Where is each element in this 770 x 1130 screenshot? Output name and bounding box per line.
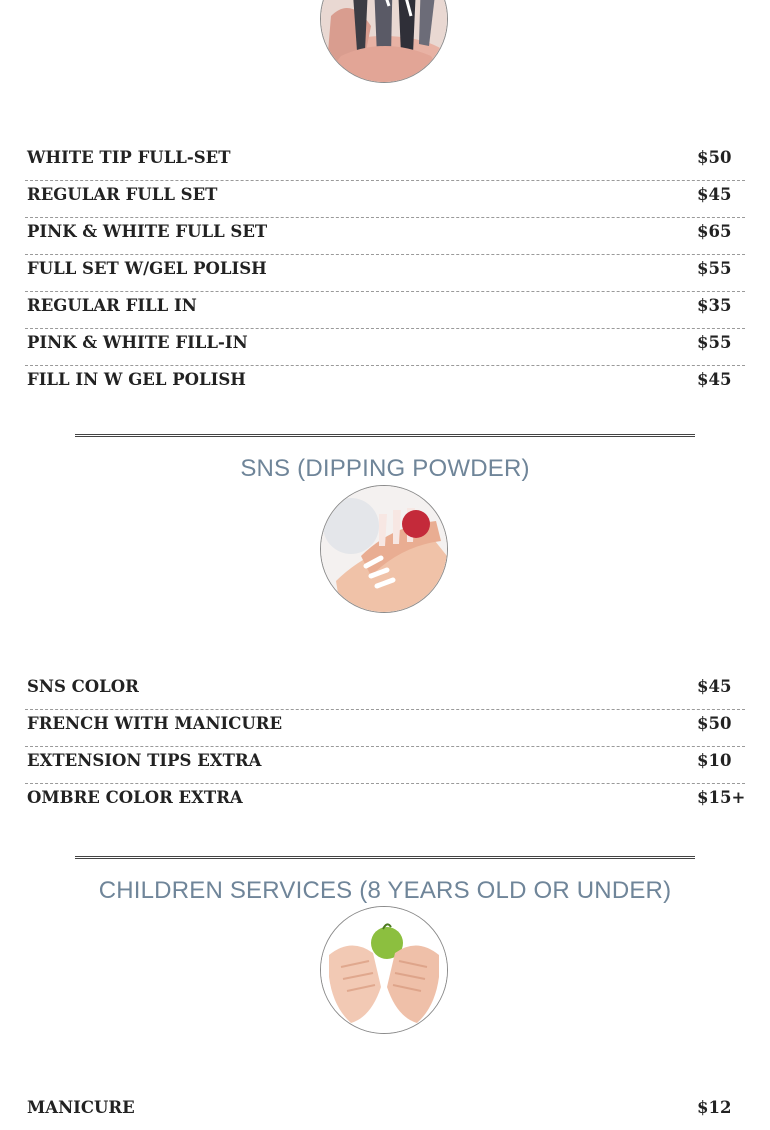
service-name: WHITE TIP FULL-SET (27, 148, 231, 167)
service-price: $50 (697, 148, 732, 167)
list-item (25, 710, 745, 747)
list-item (25, 218, 745, 255)
service-price: $55 (697, 259, 732, 278)
section-title: SNS (DIPPING POWDER) (240, 455, 530, 482)
service-price: $35 (697, 296, 732, 315)
service-name: SNS COLOR (27, 677, 139, 696)
service-name: EXTENSION TIPS EXTRA (27, 751, 262, 770)
list-item (25, 366, 745, 402)
list-item (25, 144, 745, 181)
list-item (25, 673, 745, 710)
service-name: REGULAR FULL SET (27, 185, 218, 204)
list-item (25, 329, 745, 366)
list-item (25, 1094, 745, 1130)
service-name: FRENCH WITH MANICURE (27, 714, 283, 733)
service-price: $45 (697, 677, 732, 696)
service-name: REGULAR FILL IN (27, 296, 197, 315)
service-price: $10 (697, 751, 732, 770)
section-title: CHILDREN SERVICES (8 YEARS OLD OR UNDER) (98, 877, 672, 904)
service-name: FULL SET W/GEL POLISH (27, 259, 267, 278)
service-price: $45 (697, 370, 732, 389)
service-name: PINK & WHITE FILL-IN (27, 333, 248, 352)
nail-art-photo-icon (320, 0, 448, 83)
list-item (25, 181, 745, 218)
service-price: $15+ (697, 788, 746, 807)
service-name: OMBRE COLOR EXTRA (27, 788, 243, 807)
dipping-powder-photo-icon (320, 485, 448, 613)
service-price: $50 (697, 714, 732, 733)
service-price: $12 (697, 1098, 732, 1117)
price-list-sns (25, 673, 745, 820)
price-list-full-set (25, 144, 745, 402)
service-name: PINK & WHITE FULL SET (27, 222, 268, 241)
hands-apple-photo-icon (320, 906, 448, 1034)
service-name: FILL IN W GEL POLISH (27, 370, 246, 389)
service-name: MANICURE (27, 1098, 135, 1117)
service-price: $45 (697, 185, 732, 204)
price-list-children (25, 1094, 745, 1130)
section-divider (75, 434, 695, 437)
list-item (25, 784, 745, 820)
list-item (25, 255, 745, 292)
service-price: $65 (697, 222, 732, 241)
section-divider (75, 856, 695, 859)
list-item (25, 747, 745, 784)
list-item (25, 292, 745, 329)
service-price: $55 (697, 333, 732, 352)
